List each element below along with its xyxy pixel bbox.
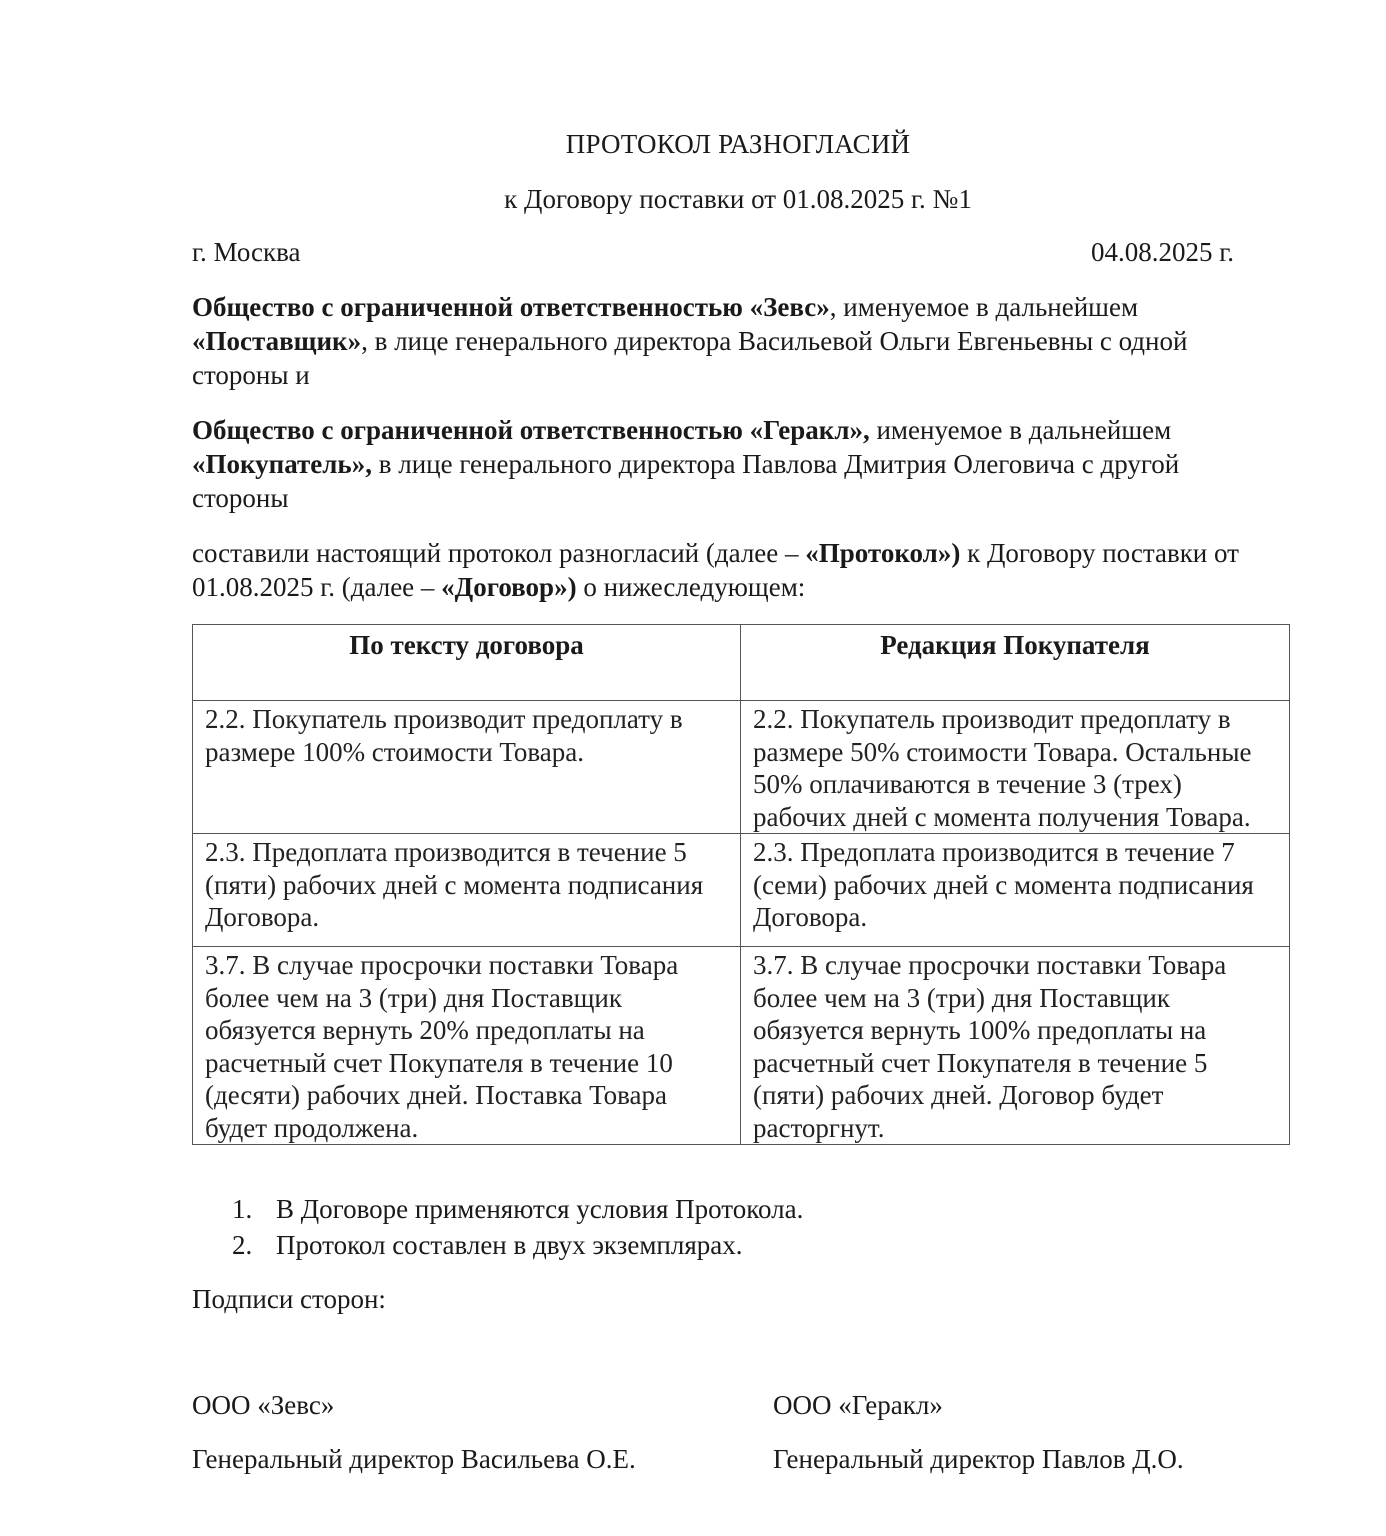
preamble-protocol: «Протокол») <box>805 538 961 568</box>
disagreement-table <box>192 624 1290 1145</box>
table-header-row <box>193 625 1290 701</box>
preamble-text-3: о нижеследующем: <box>576 572 806 602</box>
list-item <box>232 1228 803 1264</box>
place-date-line <box>192 235 1234 269</box>
list-item-text: Протокол составлен в двух экземплярах. <box>276 1230 743 1260</box>
supplier-text-2: , в лице генерального директора Васильевой Ольги Евгеньевны с одной стороны и <box>192 326 1188 390</box>
table-row <box>193 834 1290 947</box>
party-supplier-paragraph <box>192 290 1242 392</box>
table-row <box>193 701 1290 834</box>
buyer-signer: Генеральный директор Павлов Д.О. <box>773 1444 1184 1474</box>
preamble-contract: «Договор») <box>441 572 577 602</box>
buyer-role: «Покупатель», <box>192 449 372 479</box>
list-item-text: В Договоре применяются условия Протокола. <box>276 1194 804 1224</box>
supplier-name: Общество с ограниченной ответственностью «Зевс» <box>192 292 830 322</box>
supplier-text-1: , именуемое в дальнейшем <box>829 292 1139 322</box>
table-cell-original: 2.3. Предоплата производится в течение 5 (пяти) рабочих дней с момента подписания Договора. <box>193 834 741 947</box>
preamble-text-1: составили настоящий протокол разногласий (далее – <box>192 538 806 568</box>
document-subtitle: к Договору поставки от 01.08.2025 г. №1 <box>504 184 972 214</box>
header-buyer-edition: Редакция Покупателя <box>741 625 1290 701</box>
buyer-name: Общество с ограниченной ответственностью «Геракл», <box>192 415 870 445</box>
party-buyer-paragraph <box>192 413 1242 515</box>
table-cell-original: 2.2. Покупатель производит предоплату в размере 100% стоимости Товара. <box>193 701 741 834</box>
table-cell-buyer: 2.3. Предоплата производится в течение 7 (семи) рабочих дней с момента подписания Договора. <box>741 834 1290 947</box>
preamble-paragraph <box>192 536 1292 604</box>
buyer-text-2: в лице генерального директора Павлова Дмитрия Олеговича с другой стороны <box>192 449 1180 513</box>
city: г. Москва <box>192 237 301 267</box>
buyer-company: ООО «Геракл» <box>773 1390 943 1420</box>
list-item-number: 2. <box>232 1230 253 1260</box>
signature-supplier <box>192 1388 636 1476</box>
table-cell-original: 3.7. В случае просрочки поставки Товара более чем на 3 (три) дня Поставщик обязуется вернуть 20% предоплаты на расчетный счет Покупателя в течение 10 (десяти) рабочих дней. Поставка Товара будет продолжена. <box>193 947 741 1145</box>
table-row <box>193 947 1290 1145</box>
supplier-signer: Генеральный директор Васильева О.Е. <box>192 1444 636 1474</box>
supplier-role: «Поставщик» <box>192 326 362 356</box>
signatures-title: Подписи сторон: <box>192 1284 386 1314</box>
preamble-text-2: к Договору поставки от 01.08.2025 г. (далее – <box>192 538 1239 602</box>
table-cell-buyer: 3.7. В случае просрочки поставки Товара более чем на 3 (три) дня Поставщик обязуется вернуть 100% предоплаты на расчетный счет Покупателя в течение 5 (пяти) рабочих дней. Договор будет расторгнут. <box>741 947 1290 1145</box>
table-cell-buyer: 2.2. Покупатель производит предоплату в размере 50% стоимости Товара. Остальные 50% оплачиваются в течение 3 (трех) рабочих дней с момента получения Товара. <box>741 701 1290 834</box>
supplier-company: ООО «Зевс» <box>192 1390 335 1420</box>
list-item <box>232 1192 803 1228</box>
signature-buyer <box>773 1388 1184 1476</box>
document-date: 04.08.2025 г. <box>1090 237 1234 267</box>
header-contract-text: По тексту договора <box>193 625 741 701</box>
buyer-text-1: именуемое в дальнейшем <box>869 415 1172 445</box>
points-list <box>232 1192 803 1264</box>
list-item-number: 1. <box>232 1194 253 1224</box>
document-title: ПРОТОКОЛ РАЗНОГЛАСИЙ <box>565 129 911 159</box>
